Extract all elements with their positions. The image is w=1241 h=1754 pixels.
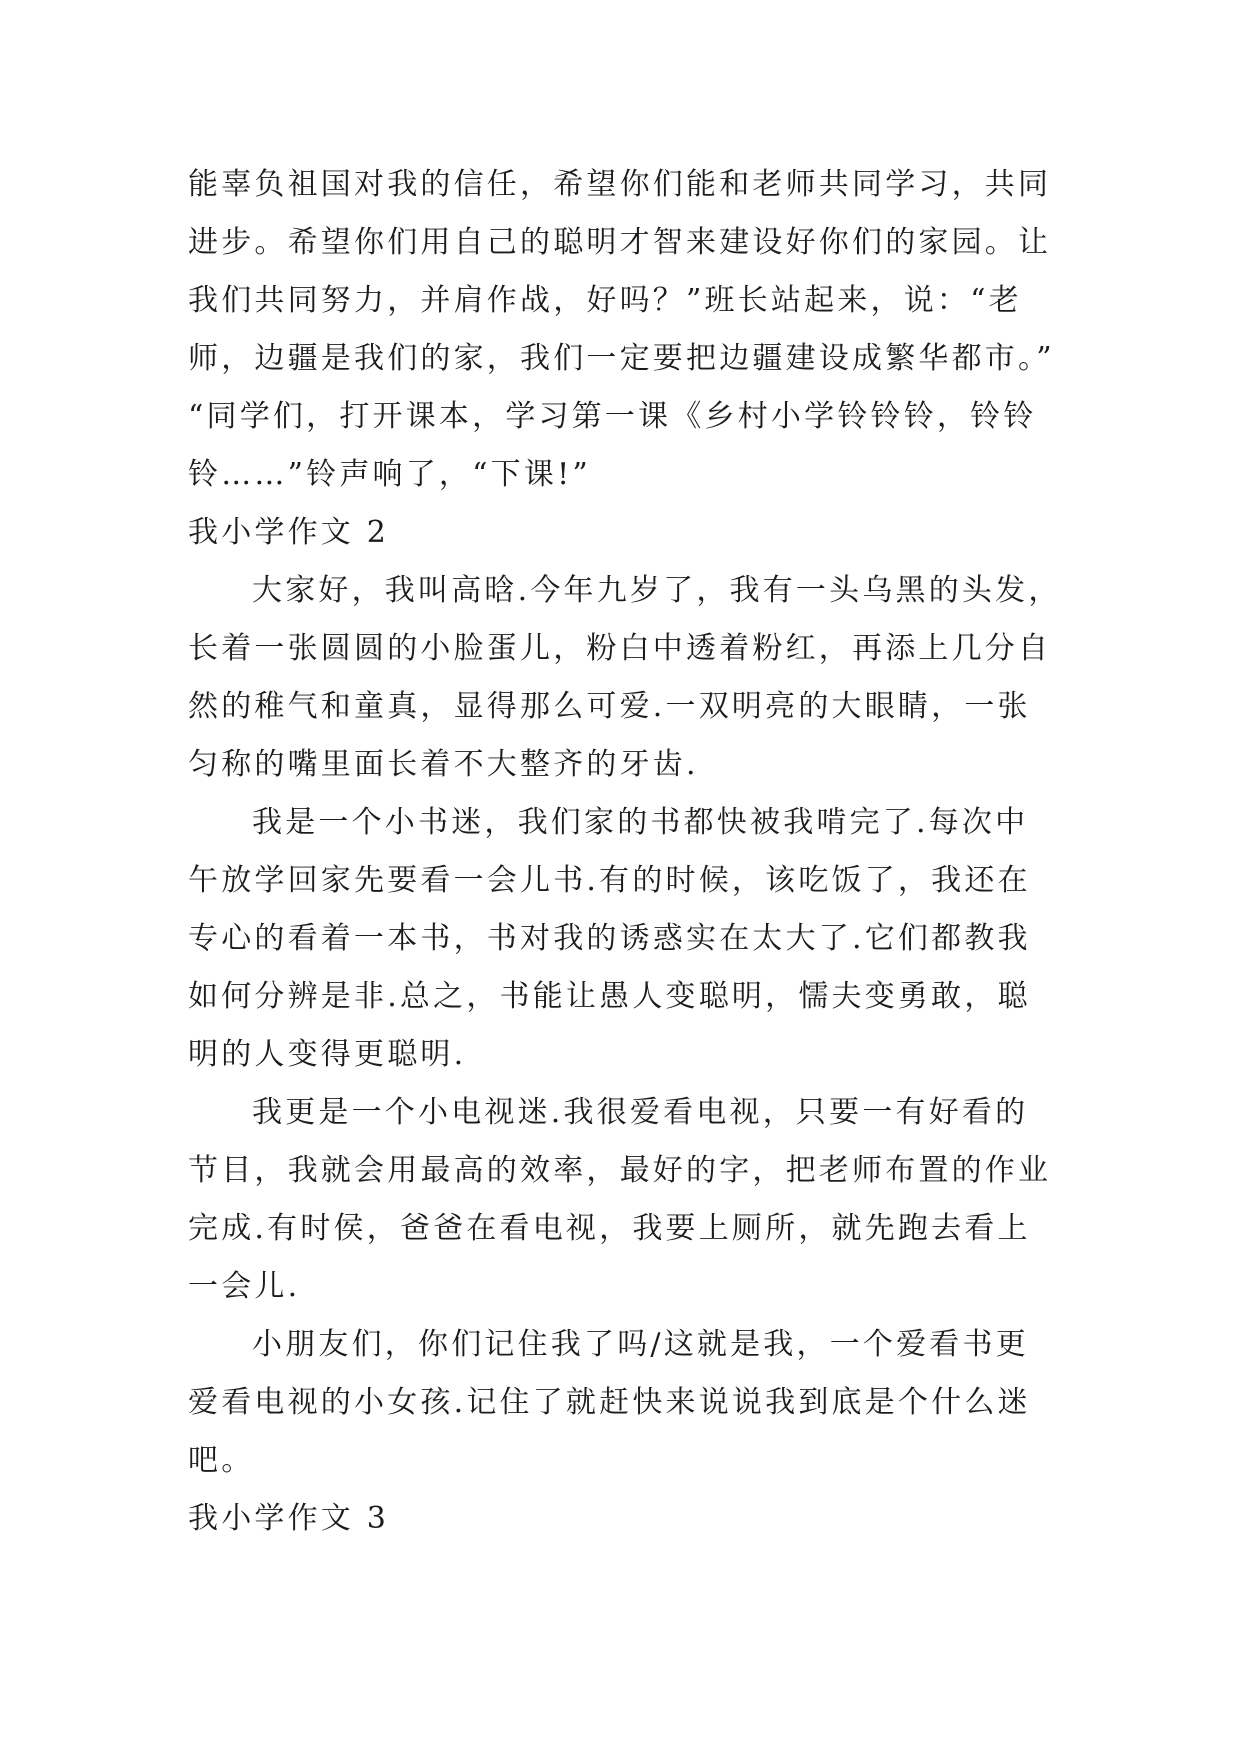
text-line: 匀称的嘴里面长着不大整齐的牙齿. <box>188 747 699 782</box>
text-line: 我们共同努力，并肩作战，好吗？”班长站起来，说：“老 <box>188 283 1022 318</box>
section-heading: 我小学作文 2 <box>188 515 390 550</box>
text-line: 小朋友们，你们记住我了吗/这就是我，一个爱看书更 <box>252 1327 1029 1362</box>
essay-section-3 <box>188 1490 1148 1548</box>
text-line: 我更是一个小电视迷.我很爱看电视，只要一有好看的 <box>252 1095 1029 1130</box>
page-body <box>188 156 1148 1548</box>
text-line: 师，边疆是我们的家，我们一定要把边疆建设成繁华都市。” <box>188 341 1055 376</box>
paragraph <box>188 794 1148 1084</box>
text-line: 然的稚气和童真，显得那么可爱.一双明亮的大眼睛，一张 <box>188 689 1031 724</box>
paragraph <box>188 562 1148 794</box>
text-line: 专心的看着一本书，书对我的诱惑实在太大了.它们都教我 <box>188 921 1031 956</box>
text-line: 节目，我就会用最高的效率，最好的字，把老师布置的作业 <box>188 1153 1052 1188</box>
text-line: 我是一个小书迷，我们家的书都快被我啃完了.每次中 <box>252 805 1029 840</box>
text-line: 完成.有时侯，爸爸在看电视，我要上厕所，就先跑去看上 <box>188 1211 1031 1246</box>
text-line: 能辜负祖国对我的信任，希望你们能和老师共同学习，共同 <box>188 167 1052 202</box>
section-heading: 我小学作文 3 <box>188 1501 390 1536</box>
text-line: 大家好，我叫高晗.今年九岁了，我有一头乌黑的头发， <box>252 573 1062 608</box>
text-line: 爱看电视的小女孩.记住了就赶快来说说我到底是个什么迷 <box>188 1385 1031 1420</box>
continued-paragraph <box>188 156 1148 504</box>
text-line: 铃……”铃声响了，“下课!” <box>188 457 591 492</box>
text-line: 一会儿. <box>188 1269 301 1304</box>
paragraph <box>188 1084 1148 1316</box>
text-line: 如何分辨是非.总之，书能让愚人变聪明，懦夫变勇敢，聪 <box>188 979 1031 1014</box>
text-line: “同学们，打开课本，学习第一课《乡村小学铃铃铃，铃铃 <box>188 399 1037 434</box>
text-line: 吧。 <box>188 1443 255 1478</box>
text-line: 午放学回家先要看一会儿书.有的时候，该吃饭了，我还在 <box>188 863 1031 898</box>
text-line: 明的人变得更聪明. <box>188 1037 467 1072</box>
text-line: 进步。希望你们用自己的聪明才智来建设好你们的家园。让 <box>188 225 1052 260</box>
text-line: 长着一张圆圆的小脸蛋儿，粉白中透着粉红，再添上几分自 <box>188 631 1052 666</box>
essay-section-2 <box>188 504 1148 1490</box>
paragraph <box>188 1316 1148 1490</box>
